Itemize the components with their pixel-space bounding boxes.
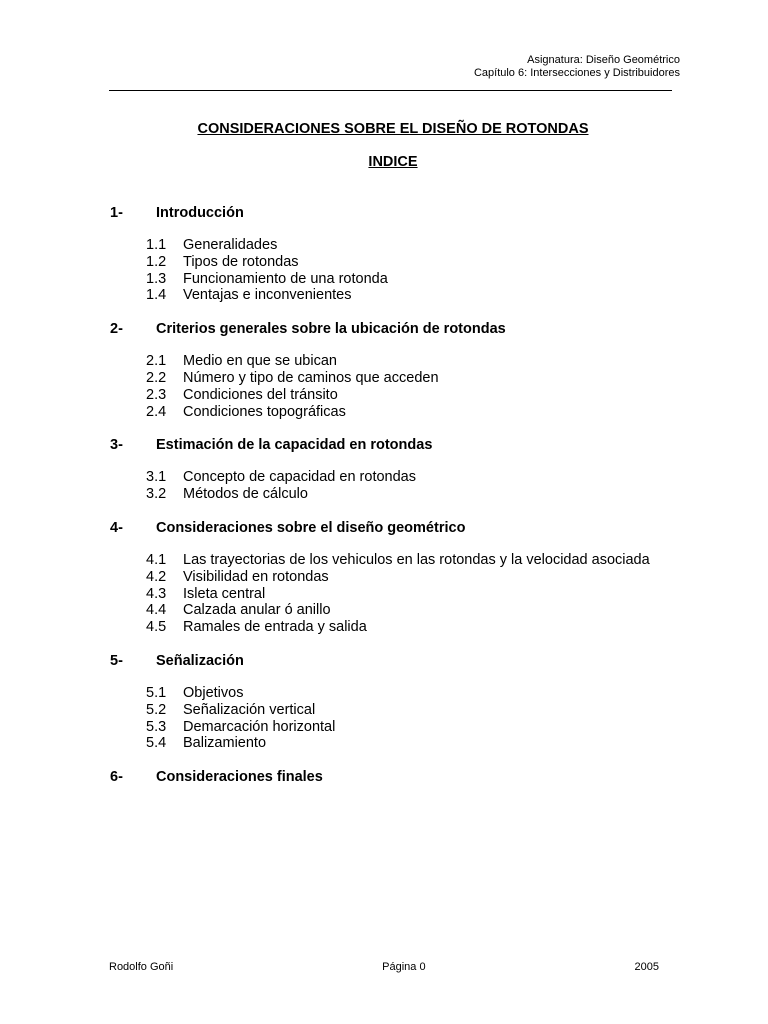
section-title: Señalización: [156, 652, 244, 669]
subsection-number: 4.2: [146, 568, 167, 585]
subsection-number: 2.3: [146, 386, 167, 403]
subsection-title: Ventajas e inconvenientes: [183, 287, 352, 304]
footer-page-number: Página 0: [382, 961, 426, 973]
section-heading: [110, 436, 678, 454]
index-heading: INDICE: [368, 154, 418, 170]
subsection-title: Las trayectorias de los vehiculos en las rotondas y la velocidad asociada: [183, 551, 650, 568]
subsection-number: 1.1: [146, 237, 167, 253]
section-number: 5-: [110, 652, 123, 669]
subsection-title: Demarcación horizontal: [183, 718, 336, 735]
subsection-number: 3.1: [146, 469, 167, 486]
subsection-list: [110, 469, 678, 503]
section-title: Criterios generales sobre la ubicación de rotondas: [156, 321, 506, 338]
subsection-item: [146, 271, 678, 288]
page-footer: [109, 961, 659, 973]
subsection-title: Isleta central: [183, 585, 266, 602]
subsection-item: [146, 685, 678, 702]
toc-section: [110, 768, 678, 786]
subsection-item: [146, 602, 678, 619]
document-title: CONSIDERACIONES SOBRE EL DISEÑO DE ROTONDAS: [197, 121, 589, 137]
subsection-number: 2.1: [146, 353, 167, 370]
subsection-title: Tipos de rotondas: [183, 253, 299, 270]
section-heading: [110, 768, 678, 786]
subsection-title: Ramales de entrada y salida: [183, 619, 367, 636]
toc-section: [110, 204, 678, 304]
subsection-title: Medio en que se ubican: [183, 353, 337, 370]
section-heading: [110, 204, 678, 222]
toc-section: [110, 436, 678, 503]
section-title: Introducción: [156, 205, 244, 221]
subsection-item: [146, 469, 678, 486]
subsection-list: [110, 552, 678, 636]
subsection-title: Señalización vertical: [183, 701, 316, 718]
subsection-number: 1.2: [146, 253, 167, 270]
subsection-title: Funcionamiento de una rotonda: [183, 270, 388, 287]
subsection-number: 2.2: [146, 369, 167, 386]
subsection-list: [110, 353, 678, 420]
toc-section: [110, 519, 678, 636]
subsection-item: [146, 552, 678, 569]
subsection-title: Objetivos: [183, 684, 244, 701]
subsection-item: [146, 719, 678, 736]
section-title: Consideraciones sobre el diseño geométrico: [156, 519, 466, 536]
section-number: 6-: [110, 769, 123, 786]
subsection-number: 5.1: [146, 684, 167, 701]
subsection-number: 5.3: [146, 718, 167, 735]
subsection-item: [146, 370, 678, 387]
section-number: 3-: [110, 437, 123, 454]
subsection-item: [146, 404, 678, 421]
section-number: 1-: [110, 205, 123, 221]
section-title: Estimación de la capacidad en rotondas: [156, 437, 433, 454]
subsection-item: [146, 237, 678, 254]
subsection-item: [146, 619, 678, 636]
subsection-item: [146, 569, 678, 586]
subsection-item: [146, 254, 678, 271]
subsection-item: [146, 287, 678, 304]
table-of-contents: [110, 204, 678, 802]
section-number: 4-: [110, 519, 123, 536]
subsection-number: 5.4: [146, 735, 167, 752]
subsection-number: 1.4: [146, 287, 167, 304]
header-divider: [109, 90, 672, 91]
subsection-item: [146, 735, 678, 752]
subsection-number: 5.2: [146, 701, 167, 718]
subsection-title: Métodos de cálculo: [183, 486, 308, 503]
subsection-number: 4.3: [146, 585, 167, 602]
subsection-item: [146, 486, 678, 503]
subsection-title: Balizamiento: [183, 735, 267, 752]
footer-author: Rodolfo Goñi: [109, 961, 174, 973]
subsection-title: Generalidades: [183, 237, 278, 253]
section-number: 2-: [110, 321, 123, 338]
subsection-title: Número y tipo de caminos que acceden: [183, 369, 439, 386]
subsection-title: Condiciones del tránsito: [183, 386, 338, 403]
section-heading: [110, 320, 678, 338]
subsection-item: [146, 586, 678, 603]
footer-year: 2005: [634, 961, 659, 973]
section-title: Consideraciones finales: [156, 769, 323, 786]
page-header: [474, 54, 680, 80]
toc-section: [110, 652, 678, 752]
toc-section: [110, 320, 678, 420]
subsection-title: Concepto de capacidad en rotondas: [183, 469, 416, 486]
subsection-number: 2.4: [146, 403, 167, 420]
subsection-number: 4.4: [146, 602, 167, 619]
subsection-title: Calzada anular ó anillo: [183, 602, 331, 619]
subsection-number: 4.1: [146, 551, 167, 568]
subsection-title: Visibilidad en rotondas: [183, 568, 329, 585]
header-course: Asignatura: Diseño Geométrico: [527, 54, 680, 66]
subsection-item: [146, 702, 678, 719]
subsection-item: [146, 387, 678, 404]
subsection-list: [110, 237, 678, 304]
subsection-title: Condiciones topográficas: [183, 403, 346, 420]
subsection-number: 3.2: [146, 486, 167, 503]
section-heading: [110, 652, 678, 670]
subsection-list: [110, 685, 678, 752]
subsection-number: 1.3: [146, 270, 167, 287]
header-chapter: Capítulo 6: Intersecciones y Distribuidores: [473, 67, 680, 79]
section-heading: [110, 519, 678, 537]
subsection-number: 4.5: [146, 619, 167, 636]
subsection-item: [146, 353, 678, 370]
